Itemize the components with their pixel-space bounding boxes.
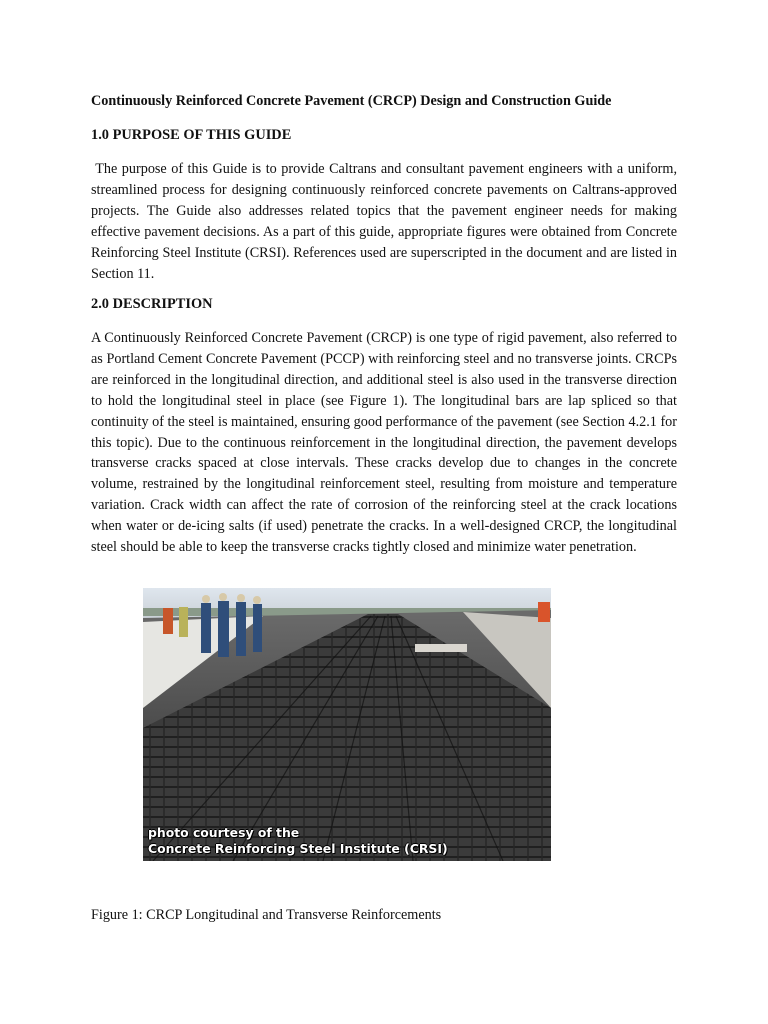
figure-caption: Figure 1: CRCP Longitudinal and Transverse Reinforcements [91, 907, 442, 923]
paragraph-text: The purpose of this Guide is to provide Caltrans and consultant pavement engineers with a uniform, streamlined process for designing continuously reinforced concrete pavements on Caltrans-approved projects. The Guide also addresses related topics that the pavement engineer needs for making effective pavement decisions. As a part of this guide, appropriate figures were obtained from Concrete Reinforcing Steel Institute (CRSI). References used are superscripted in the document and are listed in Section 11. [91, 161, 677, 282]
photo-credit-overlay [148, 825, 448, 857]
photo-credit-line-1: photo courtesy of the [148, 825, 300, 840]
section-heading-description: 2.0 DESCRIPTION [91, 296, 213, 312]
rebar-mesh-photo-illustration [143, 588, 551, 861]
section-paragraph-description: A Continuously Reinforced Concrete Pavement (CRCP) is one type of rigid pavement, also referred to as Portland Cement Concrete Pavement (PCCP) with reinforcing steel and no transverse joints. CRCPs are reinforced in the longitudinal direction, and additional steel is also used in the transverse direction to hold the longitudinal steel in place (see Figure 1). The longitudinal bars are lap spliced so that continuity of the steel is maintained, ensuring good performance of the pavement (see Section 4.2.1 for this topic). Due to the continuous reinforcement in the longitudinal direction, the pavement develops transverse cracks spaced at close intervals. These cracks develop due to changes in the concrete volume, restrained by the longitudinal reinforcement steel, resulting from moisture and temperature variation. Crack width can affect the rate of corrosion of the reinforcing steel at the crack locations when water or de-icing salts (if used) penetrate the cracks. In a well-designed CRCP, the longitudinal steel should be able to keep the transverse cracks tightly closed and minimize water penetration. [91, 330, 677, 556]
document-title: Continuously Reinforced Concrete Pavement (CRCP) Design and Construction Guide [91, 93, 612, 109]
section-paragraph-purpose [91, 159, 677, 284]
section-heading-purpose: 1.0 PURPOSE OF THIS GUIDE [91, 127, 292, 143]
figure-photo-rebar-mesh [143, 588, 551, 861]
photo-credit-line-2: Concrete Reinforcing Steel Institute (CRSI) [148, 841, 448, 856]
